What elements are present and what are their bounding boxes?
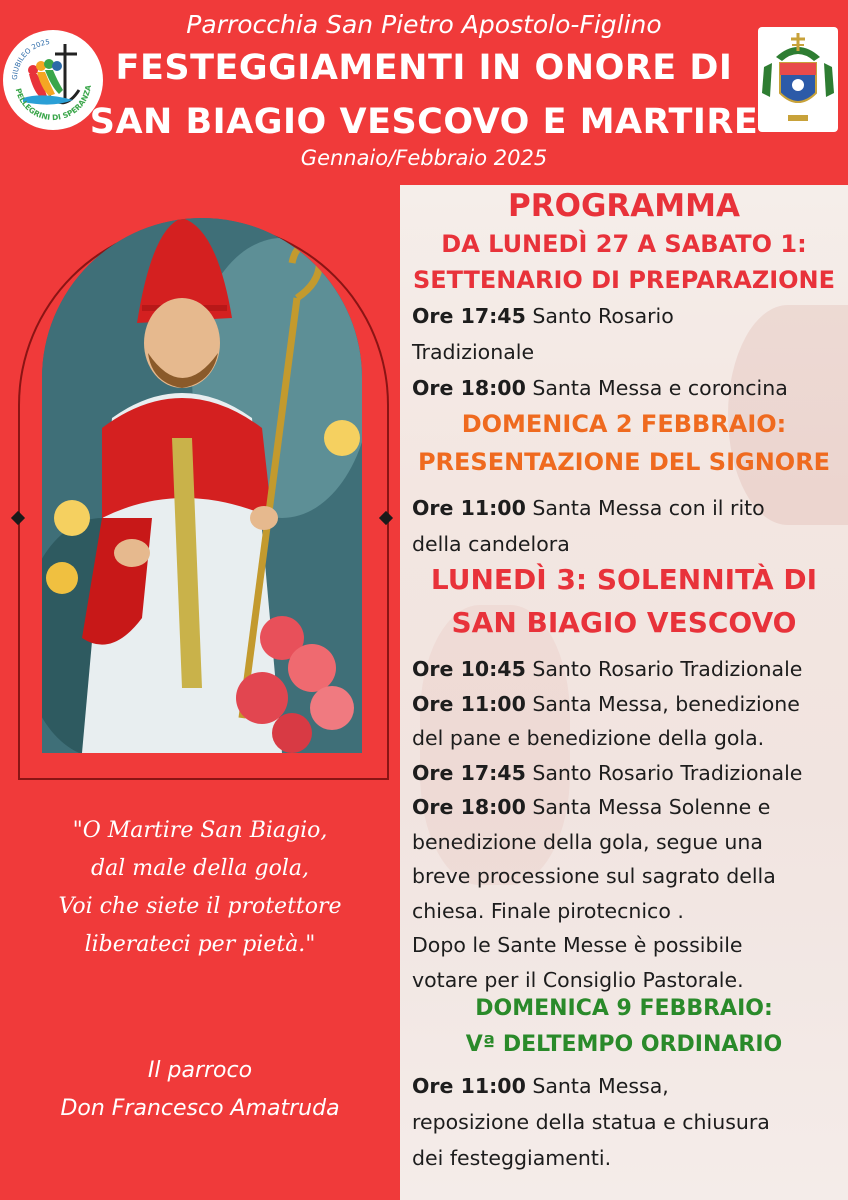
item-text-cont: benedizione della gola, segue una: [412, 829, 763, 854]
page-title-line1: FESTEGGIAMENTI IN ONORE DI: [115, 48, 733, 88]
item-time: Ore 18:00: [412, 795, 526, 819]
item-text-cont: reposizione della statua e chiusura: [412, 1110, 770, 1134]
section4-title2: Vª DELTEMPO ORDINARIO: [465, 1032, 783, 1057]
section2-title1: DOMENICA 2 FEBBRAIO:: [461, 410, 787, 438]
item-time: Ore 11:00: [412, 1074, 526, 1098]
item-text: Santa Messa,: [525, 1074, 669, 1098]
prayer-line3: Voi che siete il protettore: [58, 894, 342, 919]
item-time: Ore 17:45: [412, 760, 526, 785]
item-time: Ore 10:45: [412, 657, 526, 681]
item-text-cont: del pane e benedizione della gola.: [412, 726, 765, 750]
prayer-line2: dal male della gola,: [90, 856, 309, 881]
section3-items: [412, 652, 844, 997]
section2-item1: [412, 490, 844, 562]
signature-name: Don Francesco Amatruda: [60, 1096, 340, 1121]
item-text: Santo Rosario Tradizionale: [525, 760, 803, 785]
item-time: Ore 18:00: [412, 376, 526, 400]
arch-frame-bottom: [18, 778, 389, 780]
item-text: Santa Messa e coroncina: [525, 376, 788, 400]
section4-item1: [412, 1068, 844, 1176]
item-time: Ore 11:00: [412, 691, 526, 716]
section2-title2: PRESENTAZIONE DEL SIGNORE: [417, 448, 831, 476]
item-time: Ore 17:45: [412, 304, 526, 328]
item-text-cont: dei festeggiamenti.: [412, 1146, 612, 1170]
item-text-cont: chiesa. Finale pirotecnico .: [412, 898, 684, 923]
section3-title1: LUNEDÌ 3: SOLENNITÀ DI: [430, 563, 818, 596]
item-text: Santo Rosario: [525, 304, 674, 328]
prayer-line4: liberateci per pietà.": [84, 932, 316, 957]
vote-note-line2: votare per il Consiglio Pastorale.: [412, 967, 744, 992]
item-text-cont: della candelora: [412, 532, 570, 556]
section3-title2: SAN BIAGIO VESCOVO: [451, 606, 797, 639]
signature-title: Il parroco: [147, 1058, 253, 1083]
item-text-cont: breve processione sul sagrato della: [412, 864, 776, 888]
saint-statue-image: [42, 218, 362, 753]
parish-name: Parrocchia San Pietro Apostolo-Figlino: [186, 10, 662, 39]
item-text: Santa Messa Solenne e: [525, 795, 771, 819]
prayer-line1: "O Martire San Biagio,: [72, 818, 328, 843]
item-time: Ore 11:00: [412, 496, 526, 520]
vote-note-line1: Dopo le Sante Messe è possibile: [412, 933, 743, 957]
item-text: Santa Messa, benedizione: [525, 691, 800, 716]
program-heading: PROGRAMMA: [508, 188, 740, 224]
section1-item1: [412, 298, 844, 406]
page-title-line2: SAN BIAGIO VESCOVO E MARTIRE: [89, 102, 759, 142]
section1-title2: SETTENARIO DI PREPARAZIONE: [412, 266, 836, 294]
item-text-cont: Tradizionale: [412, 340, 535, 364]
logo-bottom-text: PELLEGRINI DI SPERANZA: [13, 84, 93, 123]
event-dates: Gennaio/Febbraio 2025: [300, 146, 548, 170]
section1-title1: DA LUNEDÌ 27 A SABATO 1:: [441, 230, 807, 258]
section4-title1: DOMENICA 9 FEBBRAIO:: [475, 996, 773, 1021]
item-text: Santo Rosario Tradizionale: [525, 657, 803, 681]
logo-top-text: GIUBILEO 2025: [10, 38, 51, 81]
item-text: Santa Messa con il rito: [525, 496, 765, 520]
